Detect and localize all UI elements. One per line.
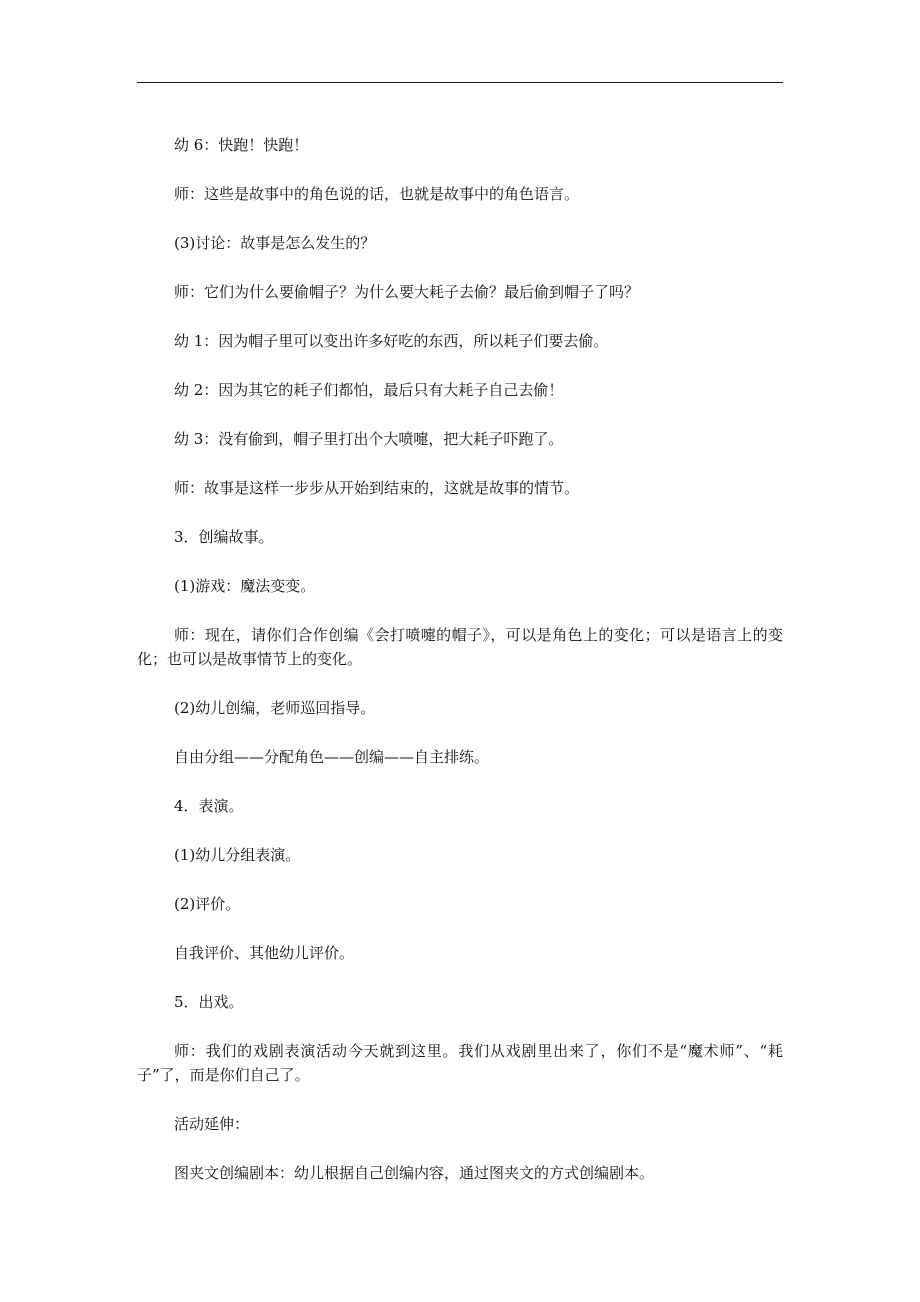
teacher-line: 师：它们为什么要偷帽子？为什么要大耗子去偷？最后偷到帽子了吗？: [174, 283, 640, 301]
teacher-line: 师：这些是故事中的角色说的话，也就是故事中的角色语言。: [174, 185, 580, 203]
step-item: (1)幼儿分组表演。: [174, 846, 301, 864]
teacher-line: 师：现在，请你们合作创编《会打喷嚏的帽子》，可以是角色上的变化；可以是语言上的变化；也可以是故事情节上的变化。: [137, 626, 783, 668]
step-item: (2)评价。: [174, 895, 241, 913]
section-heading: 5．出戏。: [174, 993, 244, 1011]
step-item: (1)游戏：魔法变变。: [174, 577, 316, 595]
dialogue-line: 幼 2：因为其它的耗子们都怕，最后只有大耗子自己去偷！: [174, 381, 564, 399]
header-rule: [137, 82, 783, 83]
teacher-line: 师：我们的戏剧表演活动今天就到这里。我们从戏剧里出来了，你们不是“魔术师”、“耗子”了，而是你们自己了。: [137, 1042, 783, 1084]
dialogue-line: 幼 6：快跑！快跑！: [174, 136, 309, 154]
dialogue-line: 幼 1：因为帽子里可以变出许多好吃的东西，所以耗子们要去偷。: [174, 332, 609, 350]
teacher-line: 师：故事是这样一步步从开始到结束的，这就是故事的情节。: [174, 479, 580, 497]
section-heading: 4．表演。: [174, 797, 244, 815]
process-line: 自由分组——分配角色——创编——自主排练。: [174, 748, 490, 766]
extension-heading: 活动延伸：: [174, 1115, 250, 1133]
document-body: [137, 133, 783, 1210]
step-item: (2)幼儿创编，老师巡回指导。: [174, 699, 376, 717]
step-item: (3)讨论：故事是怎么发生的？: [174, 234, 376, 252]
section-heading: 3．创编故事。: [174, 528, 274, 546]
evaluation-line: 自我评价、其他幼儿评价。: [174, 944, 355, 962]
dialogue-line: 幼 3：没有偷到，帽子里打出个大喷嚏，把大耗子吓跑了。: [174, 430, 564, 448]
extension-text: 图夹文创编剧本：幼儿根据自己创编内容，通过图夹文的方式创编剧本。: [174, 1164, 655, 1182]
